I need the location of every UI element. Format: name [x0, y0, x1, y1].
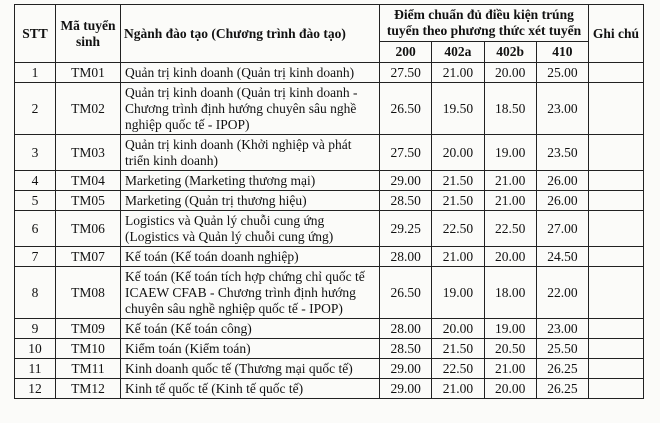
cell-score-402b: 22.50	[484, 211, 536, 247]
cell-nganh: Kinh doanh quốc tế (Thương mại quốc tế)	[121, 359, 380, 379]
header-method-402a: 402a	[432, 42, 484, 63]
cell-stt: 5	[15, 191, 56, 211]
cell-ghi-chu	[589, 63, 644, 83]
cell-nganh: Kiểm toán (Kiểm toán)	[121, 339, 380, 359]
cell-score-410: 25.00	[536, 63, 588, 83]
header-ghi-chu: Ghi chú	[589, 5, 644, 63]
cell-ghi-chu	[589, 319, 644, 339]
cell-nganh: Kế toán (Kế toán công)	[121, 319, 380, 339]
cell-ghi-chu	[589, 191, 644, 211]
cell-ghi-chu	[589, 379, 644, 399]
header-row-top	[15, 5, 644, 42]
cell-ma: TM10	[56, 339, 121, 359]
table-row	[15, 247, 644, 267]
cell-score-402b: 18.00	[484, 267, 536, 319]
cell-score-402a: 21.50	[432, 171, 484, 191]
header-ma-tuyen-sinh: Mã tuyển sinh	[56, 5, 121, 63]
cell-stt: 2	[15, 83, 56, 135]
cell-ma: TM09	[56, 319, 121, 339]
cell-score-402b: 20.00	[484, 63, 536, 83]
cell-nganh: Quản trị kinh doanh (Khởi nghiệp và phát triển kinh doanh)	[121, 135, 380, 171]
cell-score-200: 28.00	[380, 247, 432, 267]
table-row	[15, 83, 644, 135]
cell-score-402b: 20.00	[484, 379, 536, 399]
cell-nganh: Marketing (Marketing thương mại)	[121, 171, 380, 191]
cell-nganh: Kế toán (Kế toán tích hợp chứng chỉ quốc tế ICAEW CFAB - Chương trình định hướng chuyên sâu nghề nghiệp quốc tế - IPOP)	[121, 267, 380, 319]
cell-score-200: 28.00	[380, 319, 432, 339]
cell-stt: 3	[15, 135, 56, 171]
cell-ghi-chu	[589, 83, 644, 135]
table-row	[15, 63, 644, 83]
cell-score-410: 26.00	[536, 171, 588, 191]
table-row	[15, 171, 644, 191]
cell-nganh: Kinh tế quốc tế (Kinh tế quốc tế)	[121, 379, 380, 399]
cell-score-402a: 20.00	[432, 135, 484, 171]
cell-ma: TM11	[56, 359, 121, 379]
cell-nganh: Marketing (Quản trị thương hiệu)	[121, 191, 380, 211]
cell-score-402b: 20.50	[484, 339, 536, 359]
cell-score-402a: 21.00	[432, 63, 484, 83]
header-stt: STT	[15, 5, 56, 63]
cell-ghi-chu	[589, 267, 644, 319]
cell-score-410: 26.25	[536, 359, 588, 379]
cell-stt: 9	[15, 319, 56, 339]
cell-ma: TM03	[56, 135, 121, 171]
cell-ghi-chu	[589, 339, 644, 359]
cell-ma: TM05	[56, 191, 121, 211]
cell-ghi-chu	[589, 171, 644, 191]
header-method-200: 200	[380, 42, 432, 63]
cell-score-402b: 21.00	[484, 171, 536, 191]
cell-score-200: 27.50	[380, 135, 432, 171]
table-row	[15, 379, 644, 399]
header-diem-chuan-group: Điểm chuẩn đủ điều kiện trúng tuyển theo phương thức xét tuyển	[380, 5, 589, 42]
cell-ma: TM07	[56, 247, 121, 267]
cell-score-200: 26.50	[380, 267, 432, 319]
cell-nganh: Logistics và Quản lý chuỗi cung ứng (Logistics và Quản lý chuỗi cung ứng)	[121, 211, 380, 247]
cell-nganh: Quản trị kinh doanh (Quản trị kinh doanh)	[121, 63, 380, 83]
table-row	[15, 319, 644, 339]
cell-score-402a: 21.50	[432, 191, 484, 211]
cell-score-410: 26.00	[536, 191, 588, 211]
cell-stt: 8	[15, 267, 56, 319]
cell-ma: TM02	[56, 83, 121, 135]
cell-nganh: Quản trị kinh doanh (Quản trị kinh doanh - Chương trình định hướng chuyên sâu nghề nghiệp quốc tế - IPOP)	[121, 83, 380, 135]
cell-score-402a: 22.50	[432, 211, 484, 247]
cell-stt: 12	[15, 379, 56, 399]
cell-score-402b: 20.00	[484, 247, 536, 267]
cell-score-410: 22.00	[536, 267, 588, 319]
cell-score-402a: 21.50	[432, 339, 484, 359]
header-method-402b: 402b	[484, 42, 536, 63]
cell-score-200: 28.50	[380, 191, 432, 211]
table-row	[15, 211, 644, 247]
cell-stt: 11	[15, 359, 56, 379]
cell-score-402a: 20.00	[432, 319, 484, 339]
cell-score-200: 29.00	[380, 379, 432, 399]
cell-nganh: Kế toán (Kế toán doanh nghiệp)	[121, 247, 380, 267]
cell-ma: TM04	[56, 171, 121, 191]
table-row	[15, 191, 644, 211]
cell-score-200: 28.50	[380, 339, 432, 359]
cell-score-410: 23.00	[536, 83, 588, 135]
table-row	[15, 135, 644, 171]
cell-score-410: 26.25	[536, 379, 588, 399]
header-nganh-dao-tao: Ngành đào tạo (Chương trình đào tạo)	[121, 5, 380, 63]
cell-ghi-chu	[589, 211, 644, 247]
cell-ma: TM08	[56, 267, 121, 319]
cell-stt: 10	[15, 339, 56, 359]
cell-score-402b: 21.00	[484, 191, 536, 211]
cell-score-410: 23.00	[536, 319, 588, 339]
cell-score-410: 27.00	[536, 211, 588, 247]
cell-ma: TM06	[56, 211, 121, 247]
table-row	[15, 359, 644, 379]
cell-stt: 6	[15, 211, 56, 247]
cell-score-402a: 22.50	[432, 359, 484, 379]
cell-stt: 7	[15, 247, 56, 267]
cell-score-200: 26.50	[380, 83, 432, 135]
cell-score-200: 29.00	[380, 359, 432, 379]
cell-ghi-chu	[589, 247, 644, 267]
cell-score-402a: 21.00	[432, 379, 484, 399]
cell-score-410: 24.50	[536, 247, 588, 267]
table-row	[15, 267, 644, 319]
cell-score-200: 27.50	[380, 63, 432, 83]
cell-ma: TM01	[56, 63, 121, 83]
cell-score-402a: 19.00	[432, 267, 484, 319]
cell-score-200: 29.00	[380, 171, 432, 191]
cell-score-402b: 18.50	[484, 83, 536, 135]
admission-score-table	[14, 4, 644, 399]
table-row	[15, 339, 644, 359]
cell-score-402a: 21.00	[432, 247, 484, 267]
cell-score-200: 29.25	[380, 211, 432, 247]
cell-score-410: 23.50	[536, 135, 588, 171]
cell-ma: TM12	[56, 379, 121, 399]
cell-score-402b: 19.00	[484, 319, 536, 339]
cell-score-402b: 21.00	[484, 359, 536, 379]
cell-ghi-chu	[589, 359, 644, 379]
cell-score-402a: 19.50	[432, 83, 484, 135]
header-method-410: 410	[536, 42, 588, 63]
cell-stt: 4	[15, 171, 56, 191]
cell-stt: 1	[15, 63, 56, 83]
cell-score-402b: 19.00	[484, 135, 536, 171]
cell-ghi-chu	[589, 135, 644, 171]
cell-score-410: 25.50	[536, 339, 588, 359]
